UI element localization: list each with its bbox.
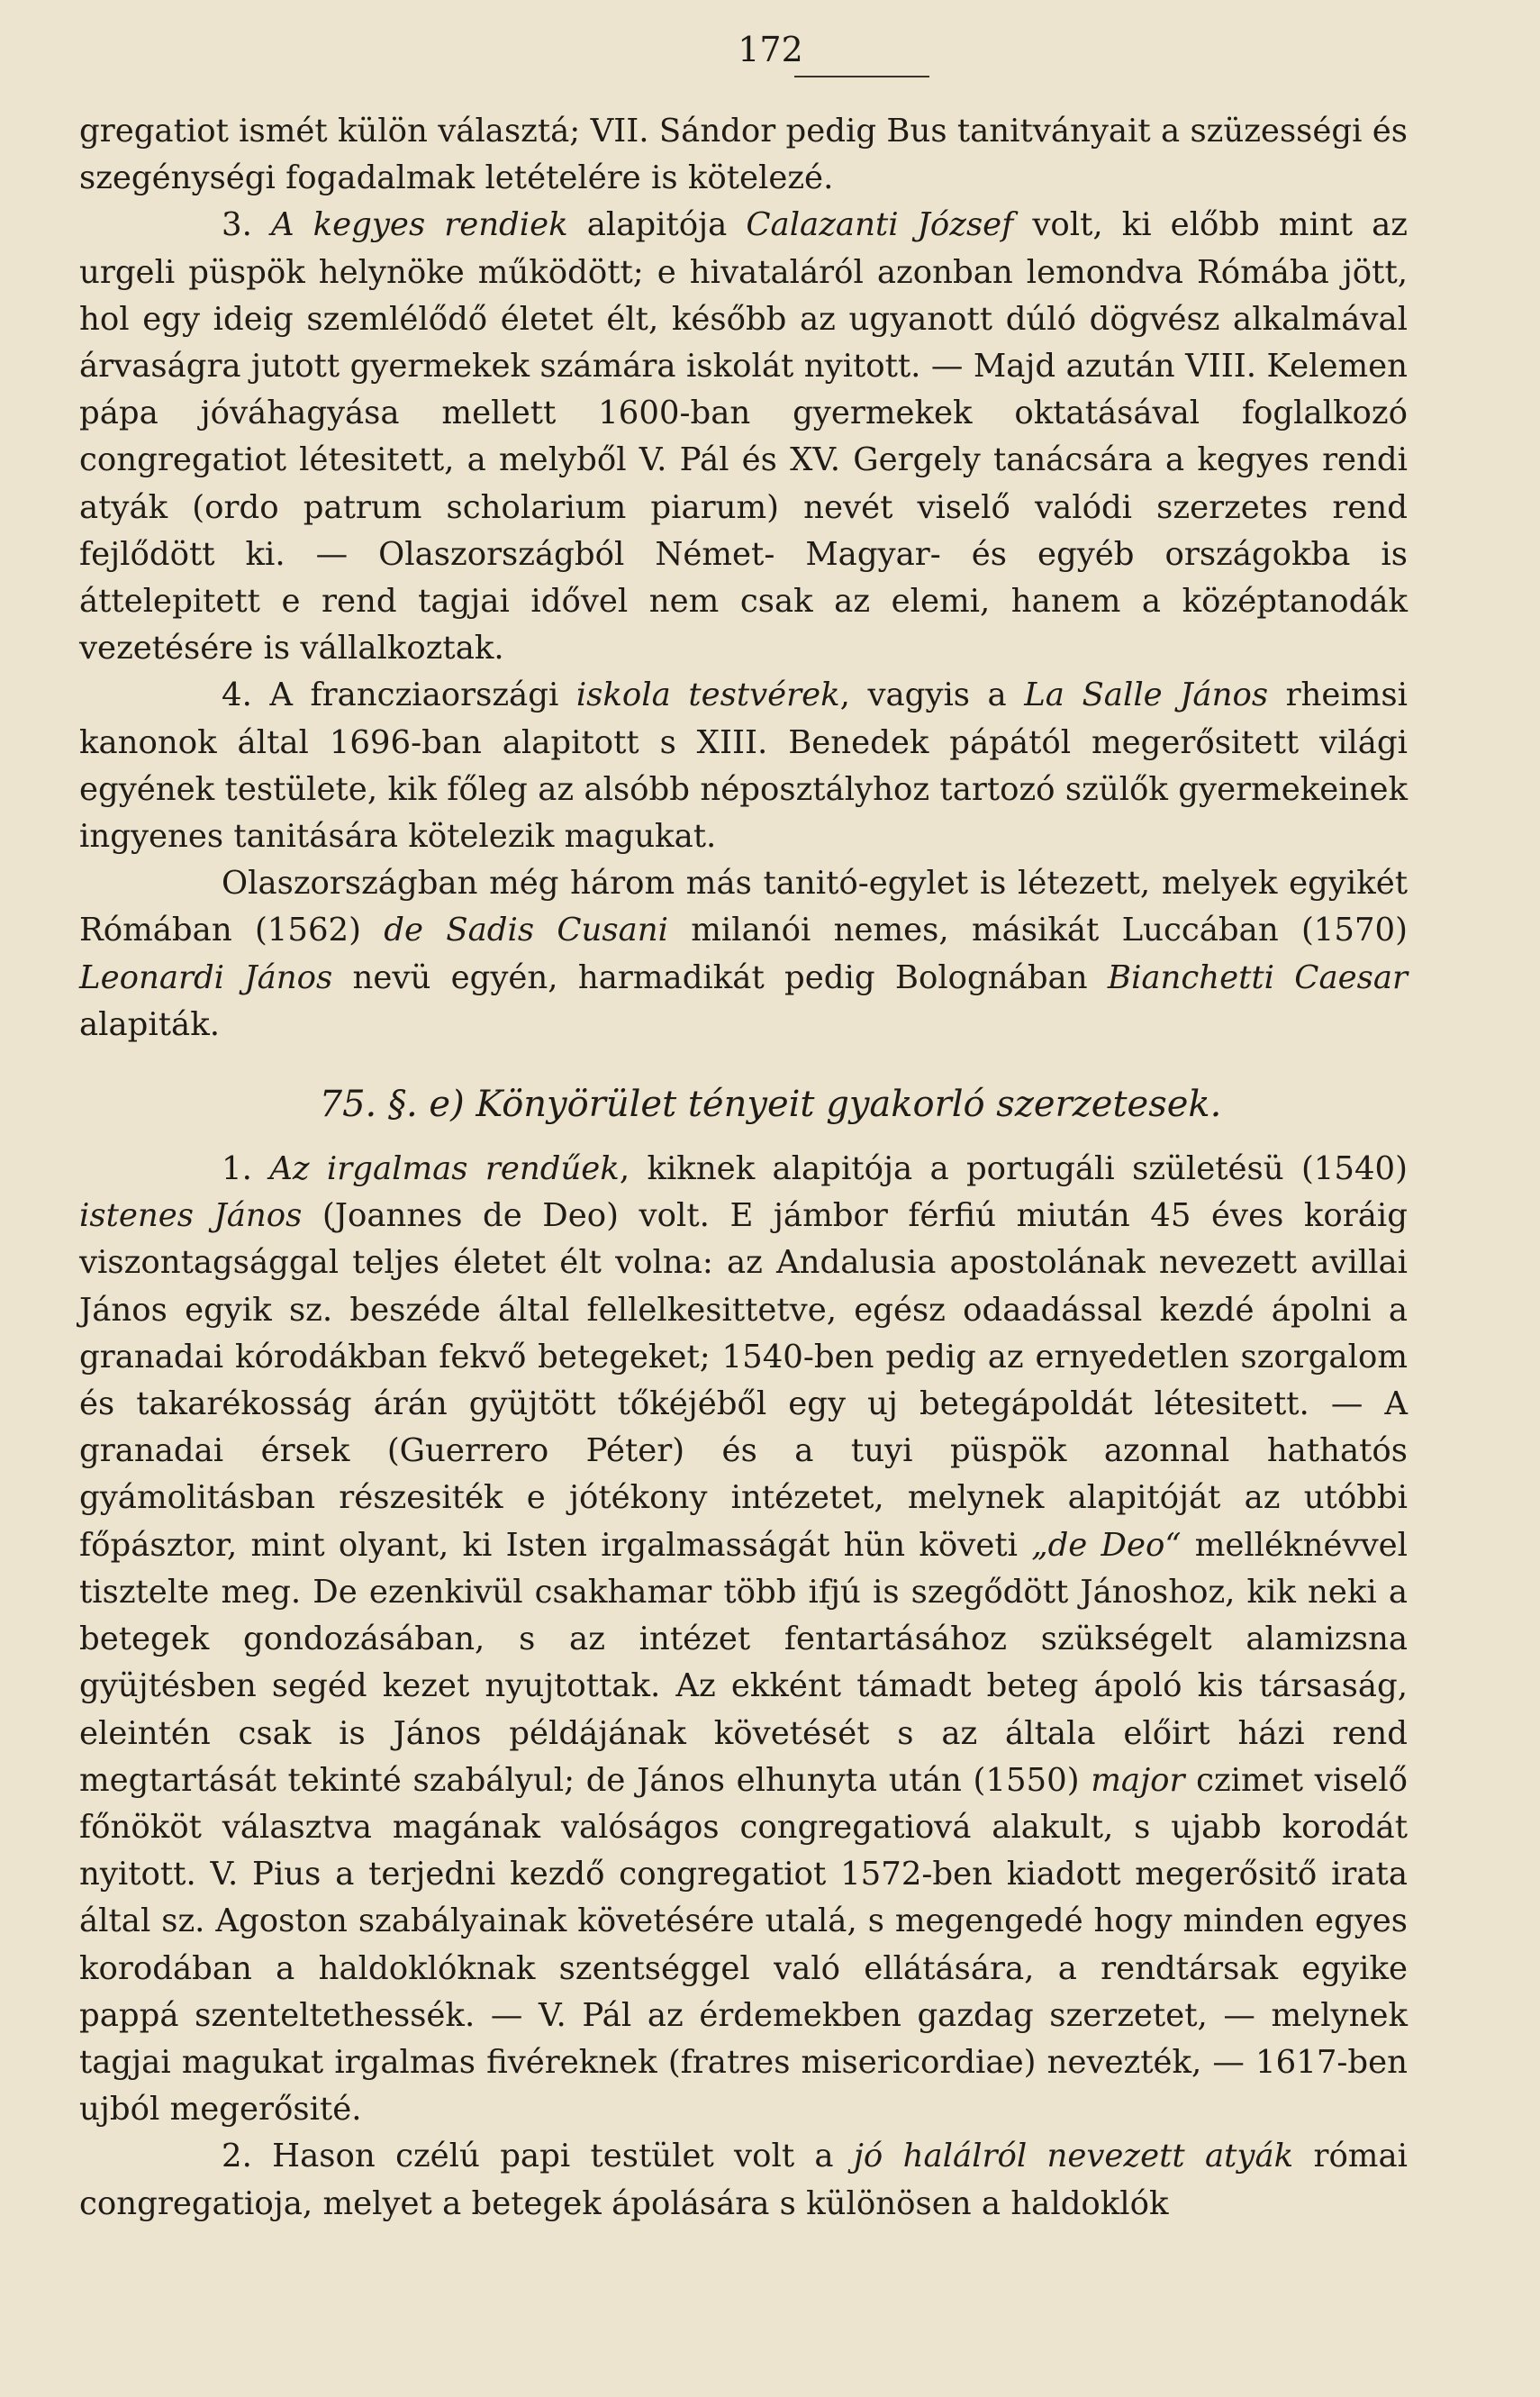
text-run: , kiknek alapitója a portugáli születésü (1540) — [619, 1150, 1408, 1188]
text-run: Olaszországban még három más tanitó-egylet is létezett, melyek egyikét Rómában (1562) — [79, 865, 1408, 949]
italic-run: Bianchetti Caesar — [1107, 958, 1408, 996]
text-run: (Joannes de Deo) volt. E jámbor férfiú miután 45 éves koráig viszontagsággal teljes életet élt volna: az Andalusia apostolának nevezett avillai János egyik sz. beszéde által fellelkesittetve, egész odaadással kezdé ápolni a granadai kórodákban fekvő betegeket; 1540-ben pedig az ernyedetlen szorgalom és takarékosság árán gyüjtött tőkéjéből egy uj betegápoldát létesitett. — A granadai érsek (Guerrero Péter) és a tuyi püspök azonnal hathatós gyámolitásban részesiték e jótékony intézetet, melynek alapitóját az utóbbi főpásztor, mint olyant, ki Isten irgalmasságát hün követi — [79, 1197, 1408, 1564]
header-rule — [794, 76, 929, 77]
text-run: 3. — [222, 206, 271, 244]
text-run: 1. — [222, 1150, 270, 1188]
text-run: volt, ki előbb mint az urgeli püspök helynöke működött; e hivataláról azonban lemondva Rómába jött, hol egy ideig szemlélődő életet élt, később az ugyanott dúló dögvész alkalmával árvaságra jutott gyermekek számára iskolát nyitott. — Majd azután VIII. Kelemen pápa jóváhagyása mellett 1600-ban gyermekek oktatásával foglalkozó congregatiot létesitett, a melyből V. Pál és XV. Gergely tanácsára a kegyes rendi atyák (ordo patrum scholarium piarum) nevét viselő valódi szerzetes rend fejlődött ki. — Olaszországból Német- Magyar- és egyéb országokba is áttelepitett e rend tagjai idővel nem csak az elemi, hanem a középtanodák vezetésére is vállalkoztak. — [79, 206, 1409, 667]
paragraph-olaszorszag — [79, 860, 1408, 1049]
paragraph-continuation — [79, 108, 1408, 202]
text-run: milanói nemes, másikát Luccában (1570) — [667, 912, 1408, 949]
paragraph-kegyes-rendiek — [79, 202, 1408, 672]
text-run: gregatiot ismét külön választá; VII. Sándor pedig Bus tanitványait a szüzességi és szegénységi fogadalmak letételére is kötelezé. — [79, 113, 1408, 197]
text-run: nevü egyén, harmadikát pedig Bolognában — [332, 958, 1108, 996]
italic-run: jó halálról nevezett atyák — [853, 2138, 1294, 2175]
italic-run: de Sadis Cusani — [384, 912, 668, 949]
text-run: 2. Hason czélú papi testület volt a — [222, 2138, 854, 2175]
italic-run: major — [1091, 1761, 1185, 1799]
paragraph-jo-halalrol — [79, 2133, 1408, 2227]
body-text-bottom — [79, 1146, 1408, 2228]
text-run: melléknévvel tisztelte meg. De ezenkivül csakhamar több ifjú is szegődött Jánoshoz, kik neki a betegek gondozásában, s az intézet fentartásához szükségelt alamizsna gyüjtésben segéd kezet nyujtottak. Az ekként támadt beteg ápoló kis társaság, eleintén csak is János példájának követését s az általa előirt házi rend megtartását tekinté szabályul; de János elhunyta után (1550) — [79, 1526, 1409, 1799]
page-number: 172 — [738, 30, 803, 69]
text-run: 4. A francziaországi — [222, 676, 576, 714]
italic-run: Calazanti József — [746, 206, 1014, 244]
body-text-top — [79, 108, 1408, 1049]
text-run: alapitója — [567, 206, 747, 244]
italic-run: La Salle János — [1024, 676, 1269, 714]
italic-run: iskola testvérek — [575, 676, 840, 714]
italic-run: Leonardi János — [79, 958, 333, 996]
text-run: római congregatioja, melyet a betegek ápolására s különösen a haldoklók — [79, 2138, 1408, 2222]
text-run: alapiták. — [79, 1005, 220, 1043]
paragraph-irgalmas-renduek — [79, 1146, 1408, 2133]
section-heading: 75. §. e) Könyörület tényeit gyakorló szerzetesek. — [319, 1084, 1222, 1126]
italic-run: Az irgalmas rendűek — [269, 1150, 620, 1188]
text-run: rheimsi kanonok által 1696-ban alapitott s XIII. Benedek pápától megerősitett világi egyének testülete, kik főleg az alsóbb néposztályhoz tartozó szülők gyermekeinek ingyenes tanitására kötelezik magukat. — [79, 676, 1408, 856]
text-run: czimet viselő főnököt választva magának valóságos congregatiová alakult, s ujabb korodát nyitott. V. Pius a terjedni kezdő congregatiot 1572-ben kiadott megerősitő irata által sz. Agoston szabályainak követésére utalá, s megengedé hogy minden egyes korodában a haldoklóknak szentséggel való ellátására, a rendtársak egyike pappá szenteltethessék. — V. Pál az érdemekben gazdag szerzetet, — melynek tagjai magukat irgalmas fivéreknek (fratres misericordiae) nevezték, — 1617-ben ujból megerősité. — [79, 1761, 1409, 2129]
text-run: , vagyis a — [839, 676, 1025, 714]
italic-run: „de Deo“ — [1031, 1526, 1182, 1564]
italic-run: istenes János — [79, 1197, 303, 1235]
paragraph-iskola-testverek — [79, 672, 1408, 860]
italic-run: A kegyes rendiek — [270, 206, 568, 244]
